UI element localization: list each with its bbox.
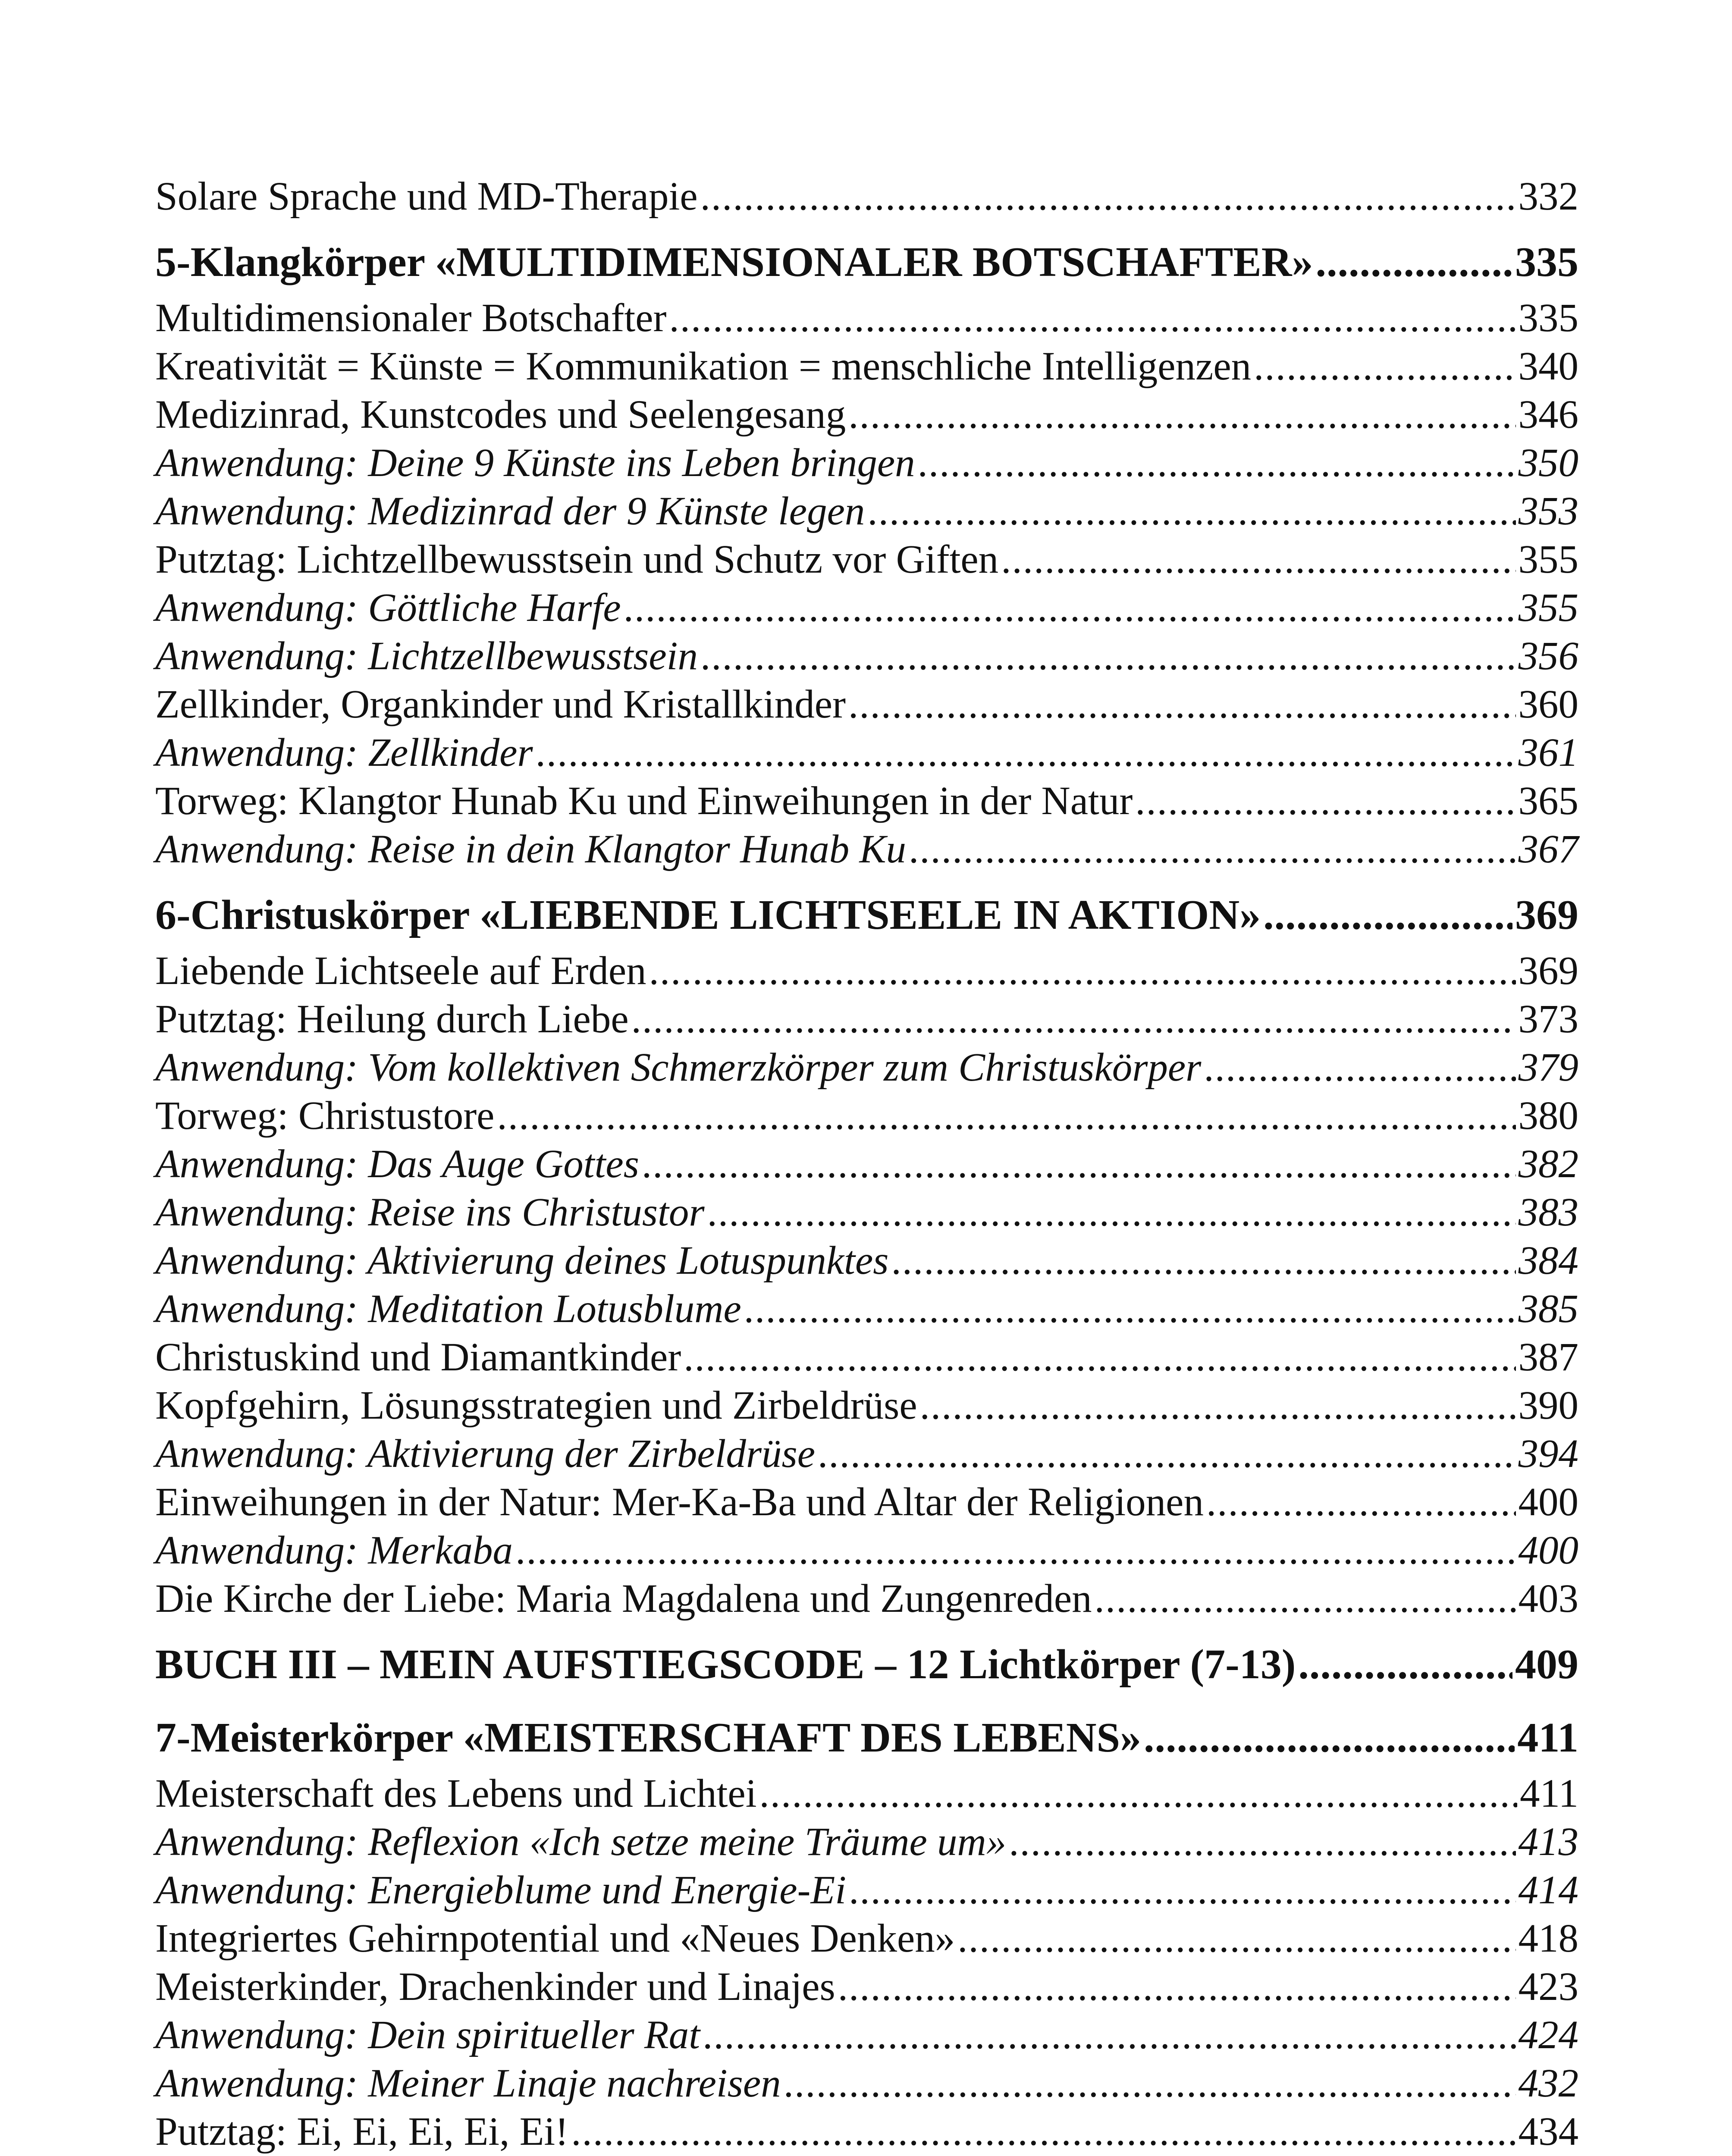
toc-leader-dots	[707, 1188, 1516, 1237]
toc-leader-dots	[920, 1382, 1516, 1430]
toc-entry-title: Putztag: Lichtzellbewusstsein und Schutz vor Giften	[155, 537, 999, 582]
toc-entry	[155, 1526, 1578, 1575]
toc-entry-title: Anwendung: Vom kollektiven Schmerzkörper zum Christuskörper	[155, 1045, 1202, 1090]
toc-entry-page: 394	[1518, 1432, 1578, 1476]
toc-entry	[155, 342, 1578, 391]
toc-entry-page: 369	[1518, 949, 1578, 993]
toc-entry-title: Liebende Lichtseele auf Erden	[155, 949, 646, 993]
toc-entry-page: 335	[1518, 296, 1578, 340]
toc-entry-title: Anwendung: Deine 9 Künste ins Leben bringen	[155, 441, 915, 485]
toc-leader-dots	[649, 947, 1516, 995]
toc-leader-dots	[669, 294, 1516, 342]
toc-entry-title: Zellkinder, Organkinder und Kristallkinder	[155, 682, 846, 727]
toc-entry	[155, 825, 1578, 874]
toc-entry	[155, 1915, 1578, 1963]
toc-chapter-heading	[155, 230, 1578, 294]
toc-entry-title: Anwendung: Reise ins Christustor	[155, 1190, 705, 1235]
toc-leader-dots	[1298, 1633, 1512, 1696]
toc-entry-title: Anwendung: Meditation Lotusblume	[155, 1287, 741, 1331]
toc-entry-title: Kreativität = Künste = Kommunikation = menschliche Intelligenzen	[155, 344, 1252, 389]
toc-entry	[155, 1140, 1578, 1188]
toc-entry	[155, 1478, 1578, 1526]
toc-leader-dots	[918, 439, 1516, 487]
toc-entry	[155, 995, 1578, 1044]
toc-entry-title: Integriertes Gehirnpotential und «Neues Denken»	[155, 1916, 955, 1961]
toc-entry	[155, 947, 1578, 995]
toc-entry	[155, 2011, 1578, 2059]
toc-leader-dots	[818, 1430, 1516, 1478]
toc-leader-dots	[1095, 1575, 1516, 1623]
toc-entry-page: 350	[1518, 441, 1578, 485]
toc-leader-dots	[744, 1285, 1516, 1333]
toc-entry-title: Anwendung: Zellkinder	[155, 730, 533, 775]
toc-entry	[155, 1285, 1578, 1333]
toc-entry-title: Anwendung: Lichtzellbewusstsein	[155, 634, 698, 678]
toc-leader-dots	[1206, 1478, 1516, 1526]
toc-leader-dots	[849, 1866, 1516, 1915]
toc-entry-page: 355	[1518, 537, 1578, 582]
toc-leader-dots	[867, 487, 1516, 536]
toc-leader-dots	[838, 1963, 1516, 2011]
toc-entry-title: Anwendung: Das Auge Gottes	[155, 1142, 639, 1186]
toc-leader-dots	[1204, 1044, 1516, 1092]
toc-entry	[155, 391, 1578, 439]
toc-entry	[155, 1818, 1578, 1866]
toc-entry-title: Anwendung: Meiner Linaje nachreisen	[155, 2061, 781, 2106]
toc-leader-dots	[684, 1333, 1516, 1382]
toc-entry-title: Anwendung: Dein spiritueller Rat	[155, 2013, 700, 2057]
toc-entry-page: 411	[1517, 1714, 1578, 1761]
toc-entry-page: 360	[1518, 682, 1578, 727]
toc-entry-page: 332	[1518, 174, 1578, 219]
toc-entry-page: 346	[1518, 392, 1578, 437]
toc-entry	[155, 632, 1578, 680]
toc-entry-page: 367	[1518, 827, 1578, 871]
toc-entry-page: 432	[1518, 2061, 1578, 2106]
toc-leader-dots	[642, 1140, 1516, 1188]
toc-entry-page: 387	[1518, 1335, 1578, 1379]
toc-entry	[155, 1237, 1578, 1285]
toc-entry-title: Anwendung: Energieblume und Energie-Ei	[155, 1868, 847, 1912]
toc-entry	[155, 729, 1578, 777]
toc-entry	[155, 2059, 1578, 2108]
toc-entry-page: 400	[1518, 1480, 1578, 1524]
toc-entry-page: 355	[1518, 586, 1578, 630]
toc-entry-page: 390	[1518, 1383, 1578, 1428]
toc-entry	[155, 536, 1578, 584]
toc-entry-title: Multidimensionaler Botschafter	[155, 296, 667, 340]
toc-entry-title: Meisterkinder, Drachenkinder und Linajes	[155, 1965, 835, 2009]
toc-entry-title: Anwendung: Reflexion «Ich setze meine Träume um»	[155, 1820, 1007, 1864]
toc-leader-dots	[624, 584, 1516, 632]
toc-leader-dots	[700, 632, 1516, 680]
toc-leader-dots	[848, 391, 1516, 439]
toc-entry	[155, 1044, 1578, 1092]
toc-entry-page: 383	[1518, 1190, 1578, 1235]
toc-entry-page: 356	[1518, 634, 1578, 678]
toc-leader-dots	[497, 1092, 1516, 1140]
toc-entry	[155, 2108, 1578, 2156]
toc-entry-page: 373	[1518, 997, 1578, 1041]
toc-leader-dots	[784, 2059, 1516, 2108]
toc-entry	[155, 1333, 1578, 1382]
toc-entry-title: Die Kirche der Liebe: Maria Magdalena und Zungenreden	[155, 1576, 1092, 1621]
toc-entry	[155, 1866, 1578, 1915]
toc-entry-page: 353	[1518, 489, 1578, 533]
toc-entry-page: 361	[1518, 730, 1578, 775]
toc-leader-dots	[1144, 1706, 1515, 1770]
toc-leader-dots	[1254, 342, 1516, 391]
toc-entry-page: 414	[1518, 1868, 1578, 1912]
toc-entry-title: Christuskind und Diamantkinder	[155, 1335, 681, 1379]
toc-entry-page: 340	[1518, 344, 1578, 389]
toc-entry-title: Medizinrad, Kunstcodes und Seelengesang	[155, 392, 846, 437]
toc-leader-dots	[1009, 1818, 1516, 1866]
toc-leader-dots	[571, 2108, 1516, 2156]
toc-entry-page: 365	[1518, 779, 1578, 823]
toc-entry-title: Einweihungen in der Natur: Mer-Ka-Ba und Altar der Religionen	[155, 1480, 1204, 1524]
toc-chapter-heading	[155, 1706, 1578, 1770]
toc-leader-dots	[1316, 230, 1512, 294]
toc-entry-title: Solare Sprache und MD-Therapie	[155, 174, 698, 219]
toc-entry	[155, 1188, 1578, 1237]
toc-chapter-heading	[155, 883, 1578, 947]
toc-entry-page: 413	[1518, 1820, 1578, 1864]
toc-entry	[155, 1963, 1578, 2011]
toc-entry-page: 369	[1515, 892, 1578, 938]
toc-book-heading	[155, 1633, 1578, 1696]
toc-entry	[155, 1575, 1578, 1623]
toc-leader-dots	[631, 995, 1516, 1044]
toc-entry	[155, 439, 1578, 487]
toc-entry-title: Torweg: Christustore	[155, 1094, 495, 1138]
toc-leader-dots	[957, 1915, 1516, 1963]
toc-entry-page: 382	[1518, 1142, 1578, 1186]
toc-entry-title: Anwendung: Reise in dein Klangtor Hunab Ku	[155, 827, 907, 871]
toc-entry-page: 403	[1518, 1576, 1578, 1621]
toc-leader-dots	[848, 680, 1516, 729]
toc-leader-dots	[1263, 883, 1512, 947]
toc-entry	[155, 1092, 1578, 1140]
toc-entry-page: 411	[1519, 1771, 1578, 1816]
toc-entry-page: 434	[1518, 2109, 1578, 2154]
toc-leader-dots	[515, 1526, 1516, 1575]
toc-entry-page: 385	[1518, 1287, 1578, 1331]
toc-entry	[155, 777, 1578, 825]
toc-entry	[155, 487, 1578, 536]
toc-entry-title: Kopfgehirn, Lösungsstrategien und Zirbeldrüse	[155, 1383, 917, 1428]
toc-leader-dots	[703, 2011, 1516, 2059]
toc-entry	[155, 172, 1578, 221]
toc-leader-dots	[700, 172, 1516, 221]
toc-entry-title: Anwendung: Aktivierung deines Lotuspunktes	[155, 1238, 889, 1283]
toc-entry-title: Putztag: Ei, Ei, Ei, Ei, Ei!	[155, 2109, 569, 2154]
table-of-contents	[155, 172, 1578, 2156]
toc-entry-title: Anwendung: Göttliche Harfe	[155, 586, 621, 630]
toc-entry	[155, 294, 1578, 342]
toc-entry-page: 400	[1518, 1528, 1578, 1573]
toc-entry-title: Torweg: Klangtor Hunab Ku und Einweihungen in der Natur	[155, 779, 1133, 823]
toc-entry-title: 6-Christuskörper «LIEBENDE LICHTSEELE IN AKTION»	[155, 892, 1261, 938]
toc-entry-title: Meisterschaft des Lebens und Lichtei	[155, 1771, 757, 1816]
toc-entry-page: 418	[1518, 1916, 1578, 1961]
toc-entry-page: 384	[1518, 1238, 1578, 1283]
toc-entry-title: 5-Klangkörper «MULTIDIMENSIONALER BOTSCHAFTER»	[155, 239, 1313, 285]
toc-leader-dots	[1001, 536, 1516, 584]
toc-entry-title: Anwendung: Medizinrad der 9 Künste legen	[155, 489, 865, 533]
toc-entry-page: 380	[1518, 1094, 1578, 1138]
toc-entry	[155, 1430, 1578, 1478]
toc-leader-dots	[536, 729, 1516, 777]
toc-entry-title: BUCH III – MEIN AUFSTIEGSCODE – 12 Lichtkörper (7-13)	[155, 1641, 1296, 1688]
toc-leader-dots	[759, 1770, 1517, 1818]
toc-entry-page: 379	[1518, 1045, 1578, 1090]
toc-leader-dots	[1135, 777, 1516, 825]
toc-entry	[155, 584, 1578, 632]
toc-entry-page: 424	[1518, 2013, 1578, 2057]
toc-entry	[155, 1770, 1578, 1818]
toc-entry-title: 7-Meisterkörper «MEISTERSCHAFT DES LEBENS»	[155, 1714, 1141, 1761]
toc-entry	[155, 1382, 1578, 1430]
toc-entry	[155, 680, 1578, 729]
toc-entry-title: Putztag: Heilung durch Liebe	[155, 997, 629, 1041]
toc-entry-title: Anwendung: Merkaba	[155, 1528, 513, 1573]
toc-leader-dots	[909, 825, 1516, 874]
toc-leader-dots	[891, 1237, 1516, 1285]
toc-entry-page: 335	[1515, 239, 1578, 285]
toc-entry-page: 423	[1518, 1965, 1578, 2009]
toc-entry-title: Anwendung: Aktivierung der Zirbeldrüse	[155, 1432, 816, 1476]
toc-entry-page: 409	[1515, 1641, 1578, 1688]
